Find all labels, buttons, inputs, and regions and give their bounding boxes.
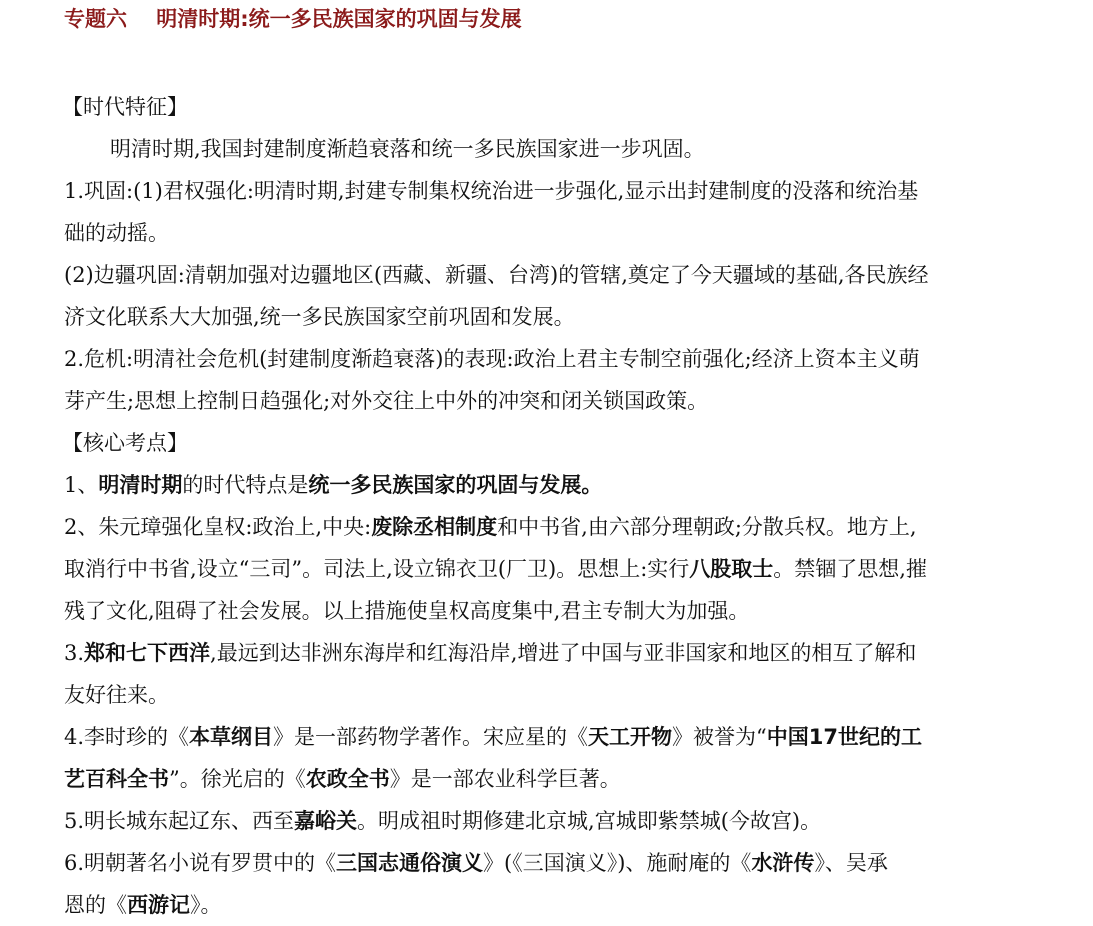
paragraph-line: (2)边疆巩固:清朝加强对边疆地区(西藏、新疆、台湾)的管辖,奠定了今天疆域的基础,各民族经	[64, 263, 929, 287]
key-point-2: 2、朱元璋强化皇权:政治上,中央:废除丞相制度和中书省,由六部分理朝政;分散兵权。地方上,	[64, 515, 917, 539]
paragraph-line: 艺百科全书”。徐光启的《农政全书》是一部农业科学巨著。	[64, 767, 621, 791]
key-point-3: 3.郑和七下西洋,最远到达非洲东海岸和红海沿岸,增进了中国与亚非国家和地区的相互了解和	[64, 641, 917, 665]
paragraph-line: 1.巩固:(1)君权强化:明清时期,封建专制集权统治进一步强化,显示出封建制度的没落和统治基	[64, 179, 919, 203]
section-title: 专题六 明清时期:统一多民族国家的巩固与发展	[64, 7, 522, 31]
paragraph-line: 济文化联系大大加强,统一多民族国家空前巩固和发展。	[64, 305, 575, 329]
paragraph-line: 恩的《西游记》。	[64, 893, 222, 917]
paragraph-line: 础的动摇。	[64, 221, 169, 245]
document-body	[64, 86, 1064, 926]
paragraph-line: 芽产生;思想上控制日趋强化;对外交往上中外的冲突和闭关锁国政策。	[64, 389, 709, 413]
paragraph-line: 友好往来。	[64, 683, 169, 707]
paragraph-line: 2.危机:明清社会危机(封建制度渐趋衰落)的表现:政治上君主专制空前强化;经济上资本主义萌	[64, 347, 920, 371]
section-heading-era-features: 【时代特征】	[62, 95, 188, 119]
paragraph-line: 残了文化,阻碍了社会发展。以上措施使皇权高度集中,君主专制大为加强。	[64, 599, 750, 623]
paragraph-line: 取消行中书省,设立“三司”。司法上,设立锦衣卫(厂卫)。思想上:实行八股取士。禁锢了思想,摧	[64, 557, 927, 581]
section-heading-core-points: 【核心考点】	[62, 431, 188, 455]
paragraph-intro: 明清时期,我国封建制度渐趋衰落和统一多民族国家进一步巩固。	[110, 137, 705, 161]
key-point-6: 6.明朝著名小说有罗贯中的《三国志通俗演义》(《三国演义》)、施耐庵的《水浒传》、吴承	[64, 851, 888, 875]
key-point-4: 4.李时珍的《本草纲目》是一部药物学著作。宋应星的《天工开物》被誉为“中国17世纪的工	[64, 725, 923, 749]
key-point-5: 5.明长城东起辽东、西至嘉峪关。明成祖时期修建北京城,宫城即紫禁城(今故宫)。	[64, 809, 822, 833]
key-point-1: 1、明清时期的时代特点是统一多民族国家的巩固与发展。	[64, 473, 603, 497]
